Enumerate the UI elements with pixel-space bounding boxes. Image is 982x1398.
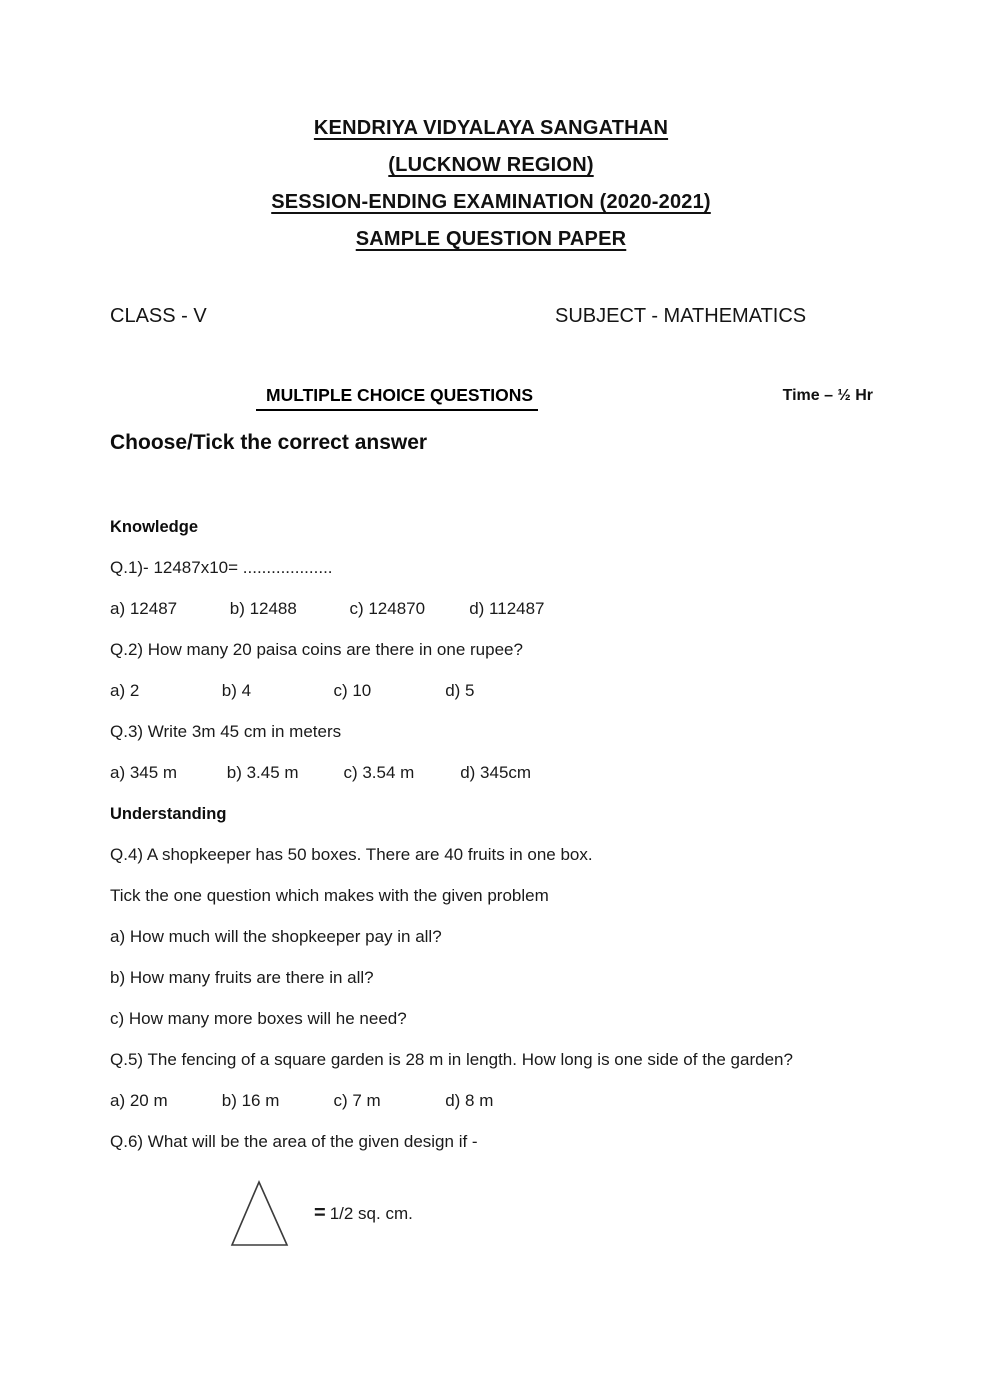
q3-option-a: a) 345 m	[110, 763, 178, 782]
q3-option-d: d) 345cm	[460, 763, 532, 782]
q1-option-a: a) 12487	[110, 599, 178, 618]
q2-option-c: c) 10	[333, 681, 372, 700]
doc-title-line-4	[0, 221, 982, 258]
doc-title-text-2: (LUCKNOW REGION)	[388, 154, 594, 176]
question-6-text: Q.6) What will be the area of the given design if -	[110, 1132, 478, 1151]
q5-option-a: a) 20 m	[110, 1091, 168, 1110]
q1-option-d: d) 112487	[469, 599, 545, 618]
q6-figure-caption	[314, 1202, 413, 1225]
questions-section	[110, 518, 882, 1151]
q5-option-d: d) 8 m	[445, 1091, 494, 1110]
q6-figure-value: 1/2 sq. cm.	[329, 1204, 413, 1223]
q4-option-b: b) How many fruits are there in all?	[110, 968, 374, 987]
time-label: Time – ½ Hr	[782, 387, 873, 404]
doc-title-line-1	[0, 110, 982, 147]
question-2-text: Q.2) How many 20 paisa coins are there in one rupee?	[110, 640, 523, 659]
q3-option-c: c) 3.54 m	[343, 763, 415, 782]
section-title: MULTIPLE CHOICE QUESTIONS	[256, 385, 538, 411]
section-header-row	[0, 385, 982, 411]
question-4-text: Q.4) A shopkeeper has 50 boxes. There are 40 fruits in one box.	[110, 845, 593, 864]
knowledge-section-label: Knowledge	[110, 518, 199, 536]
class-subject-row	[0, 305, 982, 329]
doc-title-text-4: SAMPLE QUESTION PAPER	[355, 228, 627, 250]
doc-title-text-3: SESSION-ENDING EXAMINATION (2020-2021)	[271, 191, 711, 213]
class-label: CLASS - V	[110, 305, 207, 327]
question-3-text: Q.3) Write 3m 45 cm in meters	[110, 722, 342, 741]
doc-title-line-2	[0, 147, 982, 184]
equals-sign: =	[314, 1202, 326, 1224]
subject-label: SUBJECT - MATHEMATICS	[555, 305, 807, 327]
question-4-subtext: Tick the one question which makes with the given problem	[110, 886, 549, 905]
q2-option-b: b) 4	[221, 681, 252, 700]
q5-option-b: b) 16 m	[221, 1091, 280, 1110]
understanding-section-label: Understanding	[110, 805, 227, 823]
q2-option-d: d) 5	[445, 681, 475, 700]
question-5-text: Q.5) The fencing of a square garden is 28 m in length. How long is one side of the garden?	[110, 1050, 793, 1069]
question-5-options	[110, 1092, 882, 1110]
q4-option-a: a) How much will the shopkeeper pay in all?	[110, 927, 442, 946]
question-2-options	[110, 682, 882, 700]
q1-option-b: b) 12488	[229, 599, 297, 618]
q5-option-c: c) 7 m	[333, 1091, 381, 1110]
triangle-icon	[230, 1180, 290, 1247]
instruction-heading: Choose/Tick the correct answer	[110, 431, 428, 454]
doc-title-text-1: KENDRIYA VIDYALAYA SANGATHAN	[313, 117, 669, 139]
q6-figure	[230, 1180, 982, 1247]
q4-option-c: c) How many more boxes will he need?	[110, 1009, 407, 1028]
question-1-options	[110, 600, 882, 618]
doc-header	[0, 0, 982, 258]
q3-option-b: b) 3.45 m	[226, 763, 299, 782]
q1-option-c: c) 124870	[349, 599, 426, 618]
doc-title-line-3	[0, 184, 982, 221]
q2-option-a: a) 2	[110, 681, 140, 700]
question-3-options	[110, 764, 882, 782]
question-1-text: Q.1)- 12487x10= ...................	[110, 558, 333, 577]
